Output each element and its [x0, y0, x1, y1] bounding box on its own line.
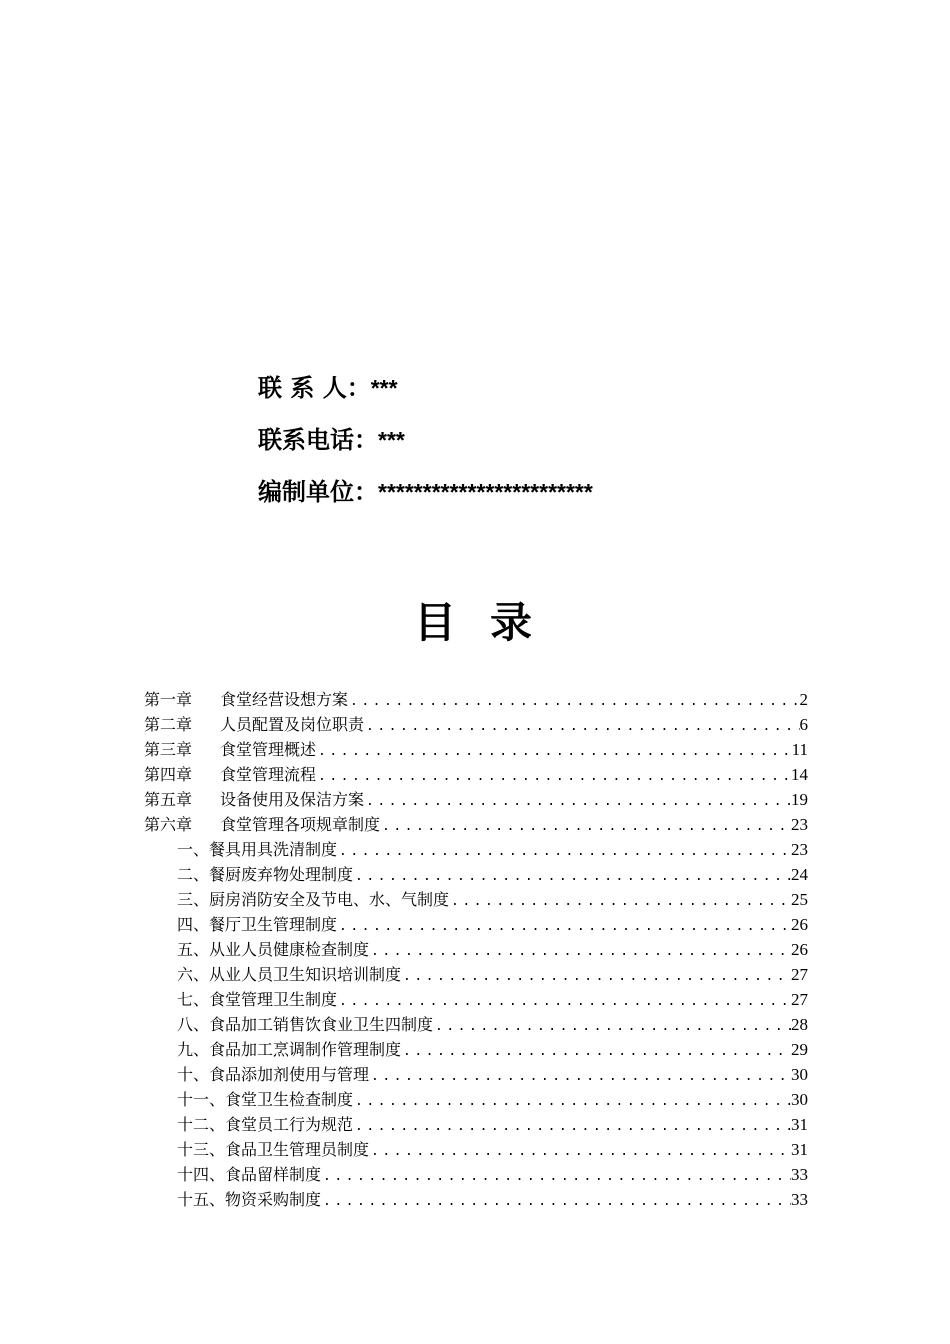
table-of-contents [144, 687, 808, 1212]
toc-entry[interactable] [144, 837, 808, 862]
toc-page-number: 23 [791, 840, 808, 859]
toc-page-number: 24 [791, 865, 808, 884]
toc-chapter-number: 第二章 [144, 715, 193, 734]
toc-page-number: 27 [791, 990, 808, 1009]
toc-dot-leader [337, 914, 791, 939]
toc-chapter-number: 第五章 [144, 790, 193, 809]
toc-entry[interactable] [144, 912, 808, 937]
toc-entry-title: 设备使用及保洁方案 [220, 790, 365, 809]
toc-entry-title: 十五、物资采购制度 [177, 1190, 322, 1209]
toc-dot-leader [364, 789, 791, 814]
toc-page-number: 28 [791, 1015, 808, 1034]
toc-page-number: 30 [791, 1090, 808, 1109]
toc-dot-leader [401, 964, 791, 989]
toc-dot-leader [316, 764, 791, 789]
toc-page-number: 26 [791, 940, 808, 959]
toc-dot-leader [316, 739, 792, 764]
toc-chapter-number: 第三章 [144, 740, 193, 759]
toc-page-number: 19 [791, 790, 808, 809]
toc-dot-leader [321, 1189, 791, 1214]
toc-entry[interactable] [144, 1087, 808, 1112]
contact-phone-value: *** [378, 427, 405, 453]
toc-entry[interactable] [144, 812, 808, 837]
toc-dot-leader [380, 814, 791, 839]
toc-page-number: 25 [791, 890, 808, 909]
toc-entry-title: 一、餐具用具洗清制度 [177, 840, 338, 859]
toc-page-number: 31 [791, 1115, 808, 1134]
toc-entry-title: 四、餐厅卫生管理制度 [177, 915, 338, 934]
toc-entry-title: 十一、食堂卫生检查制度 [177, 1090, 354, 1109]
toc-dot-leader [337, 839, 791, 864]
toc-entry[interactable] [144, 987, 808, 1012]
toc-chapter-number: 第四章 [144, 765, 193, 784]
compiling-unit-label: 编制单位： [258, 478, 378, 506]
toc-entry[interactable] [144, 1187, 808, 1212]
toc-entry-title: 八、食品加工销售饮食业卫生四制度 [177, 1015, 434, 1034]
contact-person-line [258, 368, 593, 420]
toc-dot-leader [337, 989, 791, 1014]
toc-entry-title: 九、食品加工烹调制作管理制度 [177, 1040, 402, 1059]
toc-dot-leader [364, 714, 799, 739]
compiling-unit-line [258, 472, 593, 524]
contact-block [258, 368, 593, 524]
toc-entry-title: 食堂管理各项规章制度 [220, 815, 381, 834]
toc-entry[interactable] [144, 762, 808, 787]
toc-entry[interactable] [144, 1062, 808, 1087]
toc-entry[interactable] [144, 887, 808, 912]
toc-entry[interactable] [144, 937, 808, 962]
toc-page-number: 30 [791, 1065, 808, 1084]
toc-page-number: 2 [799, 690, 808, 709]
toc-page-number: 31 [791, 1140, 808, 1159]
toc-dot-leader [401, 1039, 791, 1064]
toc-dot-leader [369, 939, 791, 964]
toc-entry-title: 六、从业人员卫生知识培训制度 [177, 965, 402, 984]
contact-person-value: *** [370, 375, 398, 401]
toc-entry-title: 二、餐厨废弃物处理制度 [177, 865, 354, 884]
toc-entry-title: 食堂管理概述 [220, 740, 317, 759]
toc-entry-title: 七、食堂管理卫生制度 [177, 990, 338, 1009]
toc-dot-leader [321, 1164, 791, 1189]
toc-entry[interactable] [144, 1162, 808, 1187]
toc-entry-title: 食堂经营设想方案 [220, 690, 349, 709]
contact-phone-line [258, 420, 593, 472]
toc-chapter-number: 第六章 [144, 815, 193, 834]
toc-entry-title: 十四、食品留样制度 [177, 1165, 322, 1184]
toc-dot-leader [348, 689, 799, 714]
toc-entry[interactable] [144, 737, 808, 762]
toc-chapter-number: 第一章 [144, 690, 193, 709]
toc-entry[interactable] [144, 787, 808, 812]
toc-title: 目录 [413, 598, 566, 647]
toc-dot-leader [353, 1114, 791, 1139]
toc-entry[interactable] [144, 1112, 808, 1137]
toc-entry[interactable] [144, 712, 808, 737]
toc-entry[interactable] [144, 862, 808, 887]
toc-section-list [144, 837, 808, 1212]
toc-entry[interactable] [144, 687, 808, 712]
contact-phone-label: 联系电话： [258, 426, 378, 454]
toc-entry-title: 三、厨房消防安全及节电、水、气制度 [177, 890, 450, 909]
toc-entry-title: 食堂管理流程 [220, 765, 317, 784]
toc-page-number: 6 [799, 715, 808, 734]
toc-page-number: 33 [791, 1190, 808, 1209]
toc-page-number: 23 [791, 815, 808, 834]
toc-entry-title: 人员配置及岗位职责 [220, 715, 365, 734]
toc-entry[interactable] [144, 1012, 808, 1037]
toc-dot-leader [353, 864, 791, 889]
contact-person-label: 联 系 人： [258, 374, 371, 402]
toc-page-number: 27 [791, 965, 808, 984]
toc-dot-leader [433, 1014, 791, 1039]
toc-entry-title: 十二、食堂员工行为规范 [177, 1115, 354, 1134]
toc-entry[interactable] [144, 1037, 808, 1062]
toc-entry[interactable] [144, 962, 808, 987]
toc-entry-title: 十三、食品卫生管理员制度 [177, 1140, 370, 1159]
toc-entry-title: 十、食品添加剂使用与管理 [177, 1065, 370, 1084]
toc-page-number: 14 [791, 765, 808, 784]
toc-entry-title: 五、从业人员健康检查制度 [177, 940, 370, 959]
toc-dot-leader [449, 889, 791, 914]
toc-chapter-list [144, 687, 808, 837]
toc-dot-leader [369, 1139, 791, 1164]
toc-page-number: 33 [791, 1165, 808, 1184]
toc-dot-leader [369, 1064, 791, 1089]
toc-dot-leader [353, 1089, 791, 1114]
toc-entry[interactable] [144, 1137, 808, 1162]
toc-page-number: 11 [791, 740, 808, 759]
toc-page-number: 29 [791, 1040, 808, 1059]
compiling-unit-value: ************************ [378, 479, 593, 505]
toc-page-number: 26 [791, 915, 808, 934]
